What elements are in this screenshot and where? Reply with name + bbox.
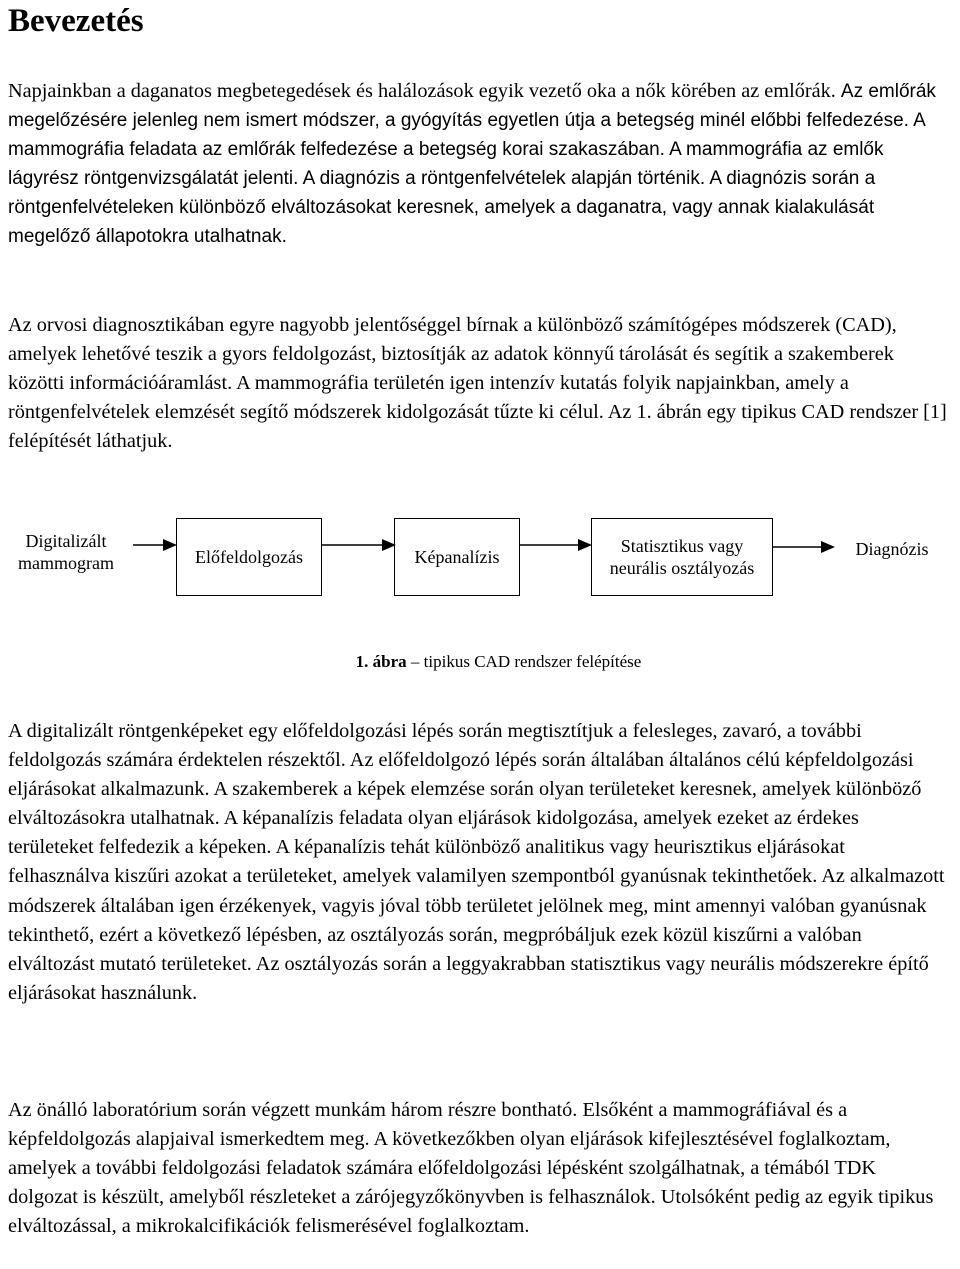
figure-caption-dash: – [406, 652, 424, 671]
diagram-step-classification-line1: Statisztikus vagy [620, 536, 744, 556]
cad-flow-diagram [8, 512, 953, 602]
paragraph-process: A digitalizált röntgenképeket egy előfeldolgozási lépés során megtisztítjuk a felesleges, zavaró, a további feldolgozás számára érdektelen részektől. Az előfeldolgozó lépés során általában általános célú képfeldolgozási eljárásokat alkalmazunk. A szakemberek a képek elemzése során olyan területeket keresnek, amelyek különböző elváltozásokra utalhatnak. A képanalízis feladata olyan eljárások kidolgozása, amelyek ezeket az érdekes területeket felfedezik a képeken. A képanalízis tehát különböző analitikus vagy heurisztikus eljárásokat felhasználva kiszűri azokat a területeket, amelyek valamilyen szempontból gyanúsnak tekinthetőek. Az alkalmazott módszerek általában igen érzékenyek, vagyis jóval több területet jelölnek meg, mint amennyi valóban gyanúsnak tekinthető, ezért a következő lépésben, az osztályozás során, megpróbáljuk ezek közül kiszűrni a valóban elváltozást mutató területeket. Az osztályozás során a leggyakrabban statisztikus vagy neurális módszerekre építő eljárásokat használunk. [8, 720, 945, 1004]
diagram-step-preprocessing-label: Előfeldolgozás [195, 547, 303, 567]
paragraph-intro [8, 77, 948, 252]
diagram-step-image-analysis-label: Képanalízis [414, 547, 500, 567]
diagram-step-image-analysis [394, 518, 520, 596]
arrow-icon [133, 538, 177, 552]
diagram-input-line1: Digitalizált [25, 531, 107, 551]
arrow-icon [520, 538, 592, 552]
paragraph-intro-serif: Napjainkban a daganatos megbetegedések és halálozások egyik vezető oka a nők körében az emlőrák. [8, 80, 841, 102]
diagram-input-line2: mammogram [18, 553, 114, 573]
diagram-output: Diagnózis [855, 539, 929, 559]
paragraph-lab-work: Az önálló laboratórium során végzett munkám három részre bontható. Elsőként a mammográfiával és a képfeldolgozás alapjaival ismerkedtem meg. A következőkben olyan eljárások kifejlesztésével foglalkoztam, amelyek a további feldolgozási feladatok számára előfeldolgozási lépésként szolgálhatnak, a témából TDK dolgozat is készült, amelyből részleteket a zárójegyzőkönyvben is felhasználok. Utolsóként pedig az egyik tipikus elváltozással, a mikrokalcifikációk felismerésével foglalkoztam. [8, 1099, 934, 1238]
arrow-icon [322, 538, 396, 552]
paragraph-cad: Az orvosi diagnosztikában egyre nagyobb jelentőséggel bírnak a különböző számítógépes módszerek (CAD), amelyek lehetővé teszik a gyors feldolgozást, biztosítják az adatok könnyű tárolását és segítik a szakemberek közötti információáramlást. A mammográfia területén igen intenzív kutatás folyik napjainkban, amely a röntgenfelvételek elemzését segítő módszerek kidolgozását tűzte ki célul. Az 1. ábrán egy tipikus CAD rendszer [1] felépítését láthatjuk. [8, 314, 947, 453]
arrow-icon [773, 540, 835, 554]
figure-caption-text: tipikus CAD rendszer felépítése [423, 652, 642, 671]
figure-caption-number: 1. ábra [355, 652, 407, 671]
diagram-step-classification [591, 518, 773, 596]
diagram-input [8, 530, 124, 574]
diagram-step-preprocessing [176, 518, 322, 596]
section-heading: Bevezetés [8, 3, 144, 39]
paragraph-intro-sans: Az emlőrák megelőzésére jelenleg nem ismert módszer, a gyógyítás egyetlen útja a betegség minél előbbi felfedezése. A mammográfia feladata az emlőrák felfedezése a betegség korai szakaszában. A mammográfia az emlők lágyrész röntgenvizsgálatát jelenti. A diagnózis a röntgenfelvételek alapján történik. A diagnózis során a röntgenfelvételeken különböző elváltozásokat keresnek, amelyek a daganatra, vagy annak kialakulását megelőző állapotokra utalhatnak. [8, 81, 936, 248]
figure-caption [8, 650, 953, 674]
diagram-step-classification-line2: neurális osztályozás [609, 558, 755, 578]
